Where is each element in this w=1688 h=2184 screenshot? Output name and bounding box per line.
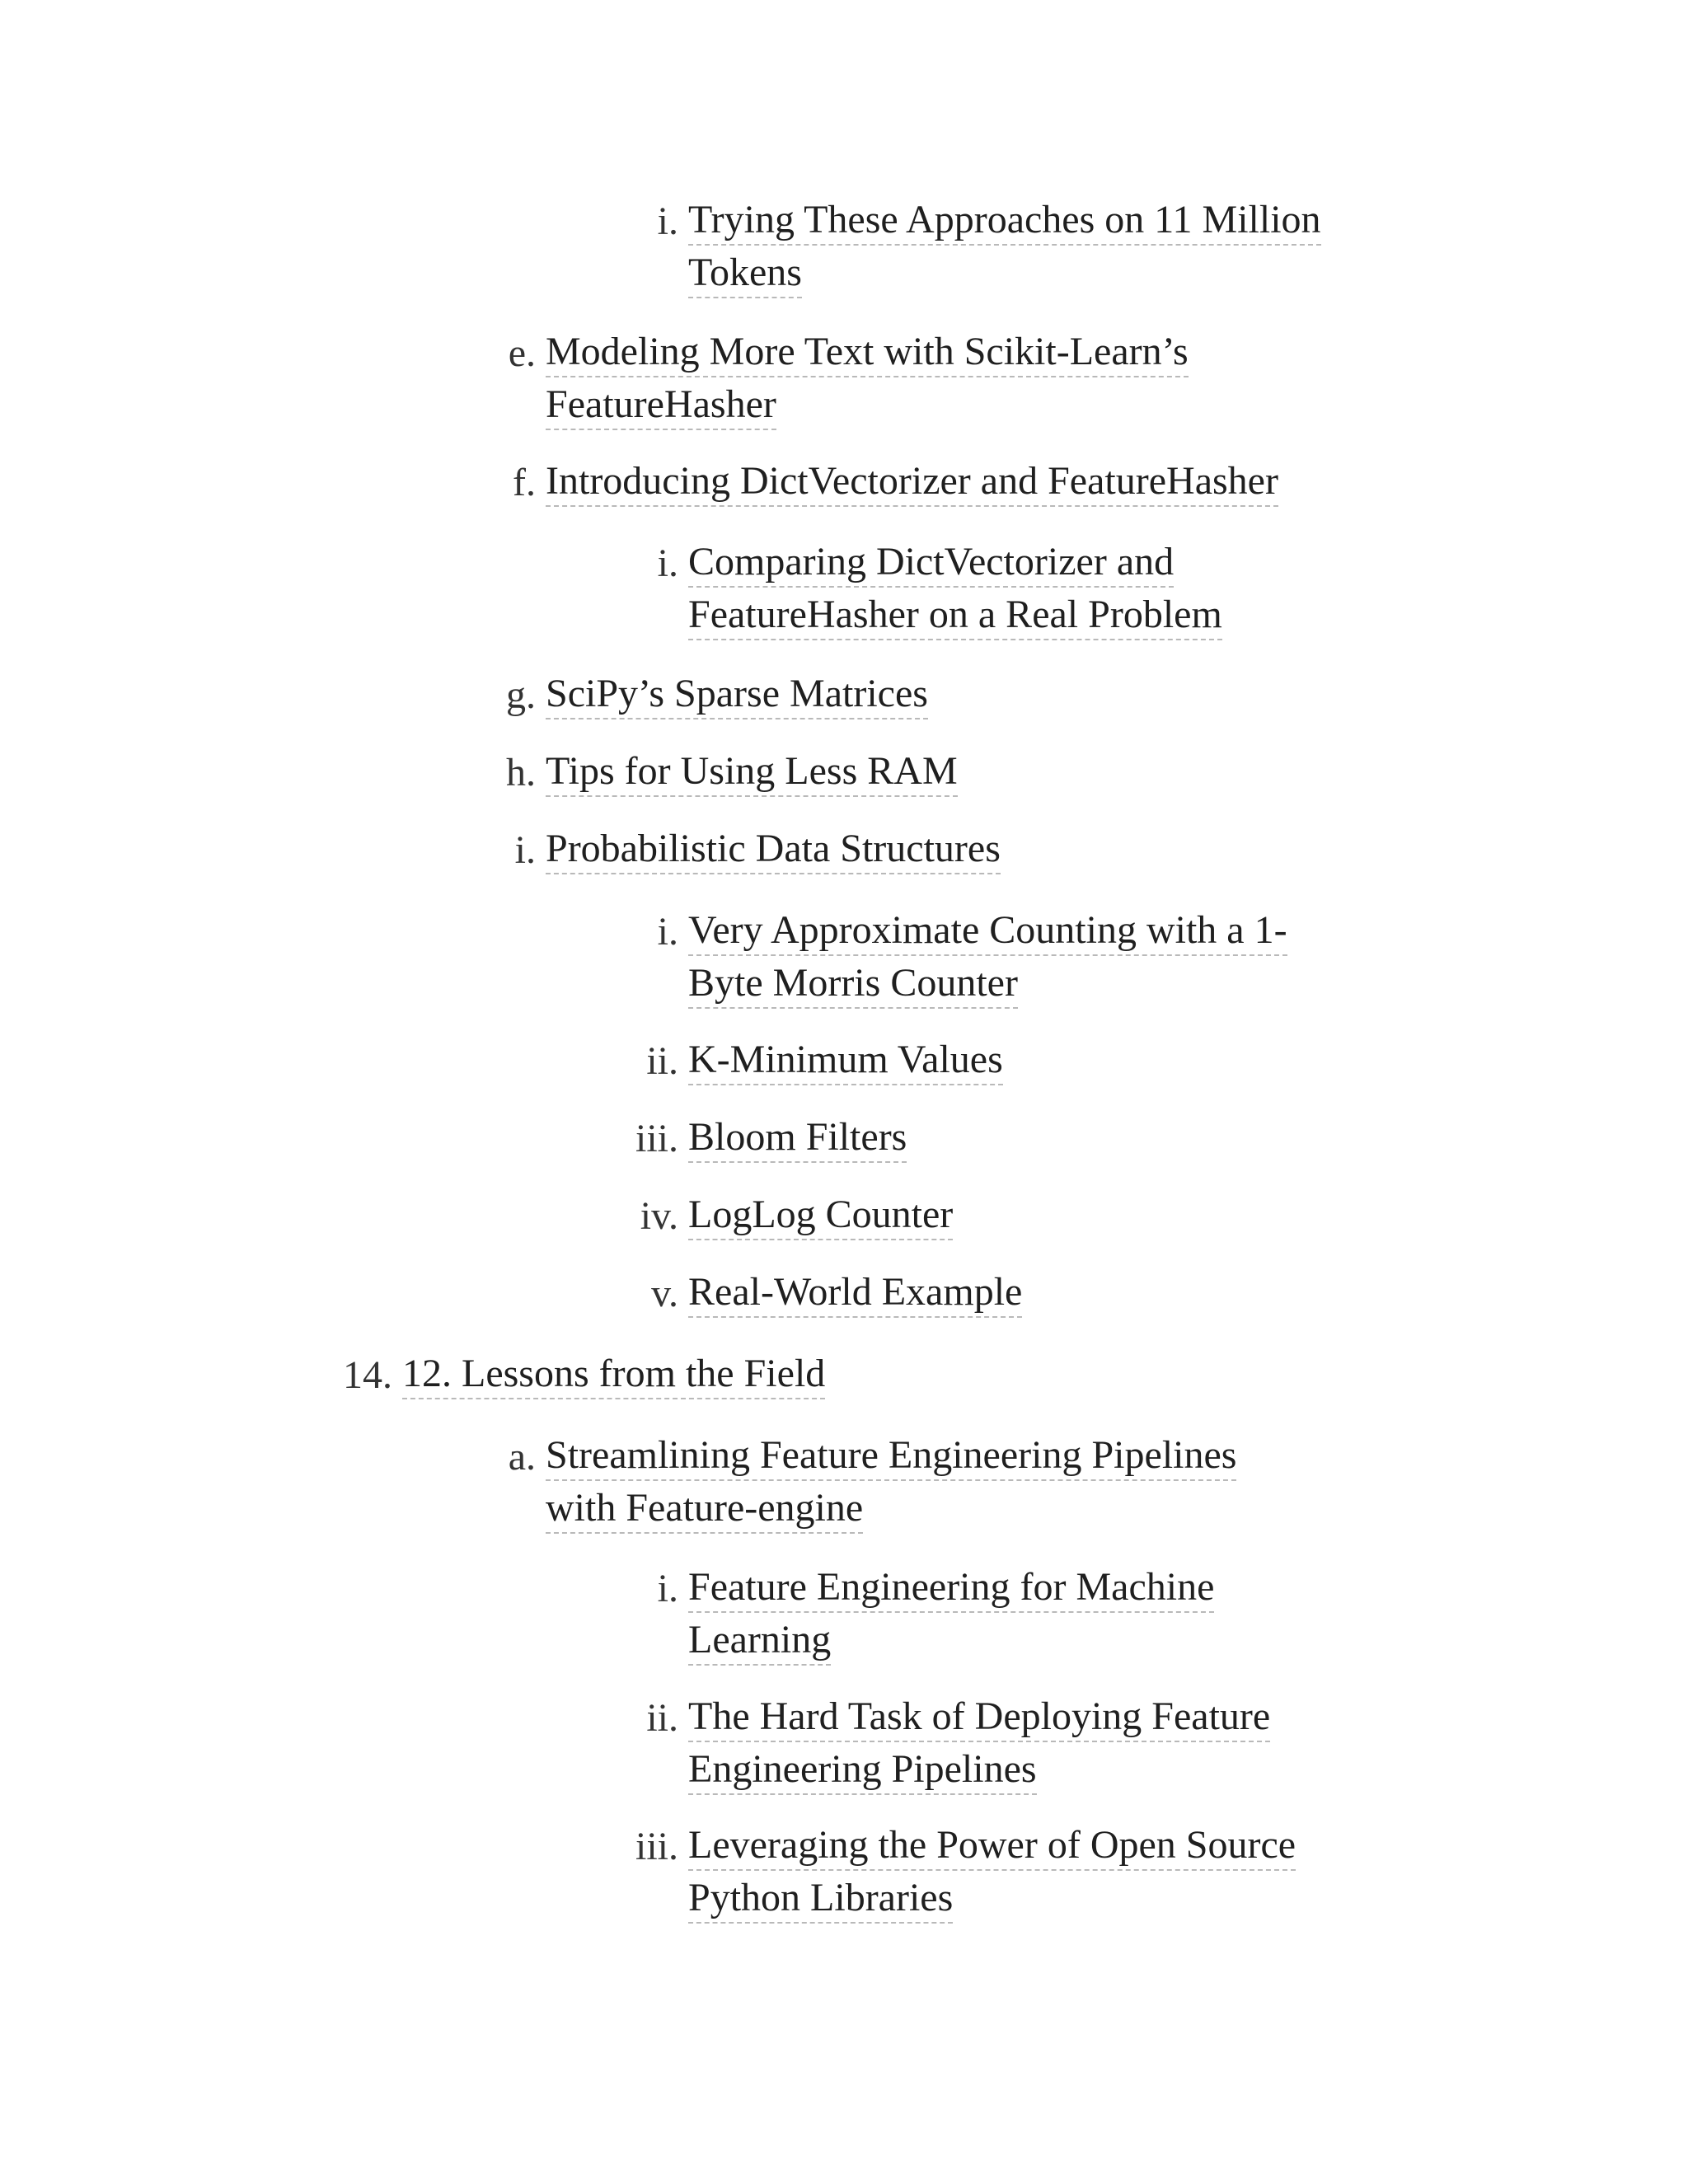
toc-link-line: Learning (688, 1616, 831, 1666)
toc-link-morris-counter[interactable] (688, 907, 1287, 1009)
toc-link-lessons-from-field[interactable] (402, 1350, 825, 1399)
toc-entry-lessons-from-field (343, 1350, 826, 1403)
toc-marker: i. (514, 828, 536, 872)
toc-link-line: Probabilistic Data Structures (546, 825, 1001, 874)
toc-link-bloom-filters[interactable] (688, 1113, 907, 1163)
toc-marker: iii. (635, 1825, 678, 1868)
toc-marker: g. (506, 673, 536, 717)
toc-link-line: LogLog Counter (688, 1191, 953, 1240)
toc-link-line: Tips for Using Less RAM (546, 748, 958, 797)
toc-entry-bloom-filters (635, 1113, 907, 1166)
toc-link-real-world[interactable] (688, 1268, 1022, 1318)
toc-link-introducing-dictvectorizer[interactable] (546, 457, 1278, 507)
toc-link-line: Feature Engineering for Machine (688, 1563, 1214, 1613)
toc-marker: e. (508, 331, 536, 375)
toc-entry-open-source-libraries (635, 1821, 1296, 1927)
toc-marker: i. (657, 910, 678, 954)
toc-link-line: Leveraging the Power of Open Source (688, 1821, 1296, 1871)
toc-marker: h. (506, 751, 536, 794)
toc-entry-hard-task-deploying (646, 1693, 1271, 1798)
toc-link-line: FeatureHasher on a Real Problem (688, 591, 1222, 640)
toc-marker: 14. (343, 1353, 392, 1397)
toc-link-line: FeatureHasher (546, 381, 776, 430)
toc-link-trying-approaches[interactable] (688, 196, 1321, 298)
toc-link-line: Comparing DictVectorizer and (688, 538, 1174, 588)
toc-link-line: Bloom Filters (688, 1113, 907, 1163)
toc-link-line: Streamlining Feature Engineering Pipelines (546, 1432, 1236, 1481)
toc-link-line: Python Libraries (688, 1874, 953, 1924)
toc-link-comparing-dictvectorizer[interactable] (688, 538, 1222, 640)
toc-link-feature-engineering-ml[interactable] (688, 1563, 1214, 1666)
toc-link-line: Modeling More Text with Scikit-Learn’s (546, 328, 1189, 377)
toc-entry-scipy-sparse (506, 670, 928, 723)
toc-link-hard-task-deploying[interactable] (688, 1693, 1270, 1795)
toc-link-line: Trying These Approaches on 11 Million (688, 196, 1321, 246)
toc-marker: i. (657, 541, 678, 585)
toc-entry-tips-less-ram (506, 748, 958, 800)
toc-entry-introducing-dictvectorizer (513, 457, 1278, 510)
toc-link-line: Real-World Example (688, 1268, 1022, 1318)
toc-marker: ii. (646, 1696, 678, 1740)
toc-marker: i. (657, 199, 678, 243)
toc-entry-feature-engineering-ml (657, 1563, 1215, 1669)
toc-entry-morris-counter (657, 907, 1287, 1012)
toc-link-line: Engineering Pipelines (688, 1746, 1037, 1795)
toc-entry-comparing-dictvectorizer (657, 538, 1222, 644)
toc-marker: iv. (640, 1194, 678, 1238)
toc-link-line: K-Minimum Values (688, 1036, 1003, 1085)
toc-entry-loglog (640, 1191, 954, 1244)
toc-marker: v. (651, 1272, 678, 1315)
toc-link-line: SciPy’s Sparse Matrices (546, 670, 928, 719)
toc-marker: f. (513, 461, 536, 504)
toc-link-line: 12. Lessons from the Field (402, 1350, 825, 1399)
toc-entry-streamlining (508, 1432, 1237, 1537)
toc-link-modeling-more-text[interactable] (546, 328, 1189, 430)
toc-link-tips-less-ram[interactable] (546, 748, 958, 797)
toc-marker: a. (508, 1435, 536, 1479)
toc-link-line: Introducing DictVectorizer and FeatureHasher (546, 457, 1278, 507)
toc-link-streamlining[interactable] (546, 1432, 1236, 1534)
toc-marker: iii. (635, 1117, 678, 1160)
toc-link-line: Byte Morris Counter (688, 959, 1018, 1009)
toc-entry-real-world (651, 1268, 1023, 1321)
toc-link-probabilistic-data[interactable] (546, 825, 1001, 874)
toc-link-line: Very Approximate Counting with a 1- (688, 907, 1287, 956)
toc-entry-modeling-more-text (508, 328, 1189, 434)
toc-link-loglog[interactable] (688, 1191, 953, 1240)
toc-marker: ii. (646, 1039, 678, 1083)
toc-entry-probabilistic-data (514, 825, 1001, 878)
toc-link-line: with Feature-engine (546, 1484, 863, 1534)
toc-link-line: The Hard Task of Deploying Feature (688, 1693, 1270, 1742)
toc-link-line: Tokens (688, 249, 802, 298)
toc-link-k-minimum[interactable] (688, 1036, 1003, 1085)
toc-link-open-source-libraries[interactable] (688, 1821, 1296, 1924)
toc-entry-k-minimum (646, 1036, 1003, 1089)
toc-link-scipy-sparse[interactable] (546, 670, 928, 719)
toc-marker: i. (657, 1567, 678, 1610)
toc-entry-trying-approaches (657, 196, 1321, 302)
